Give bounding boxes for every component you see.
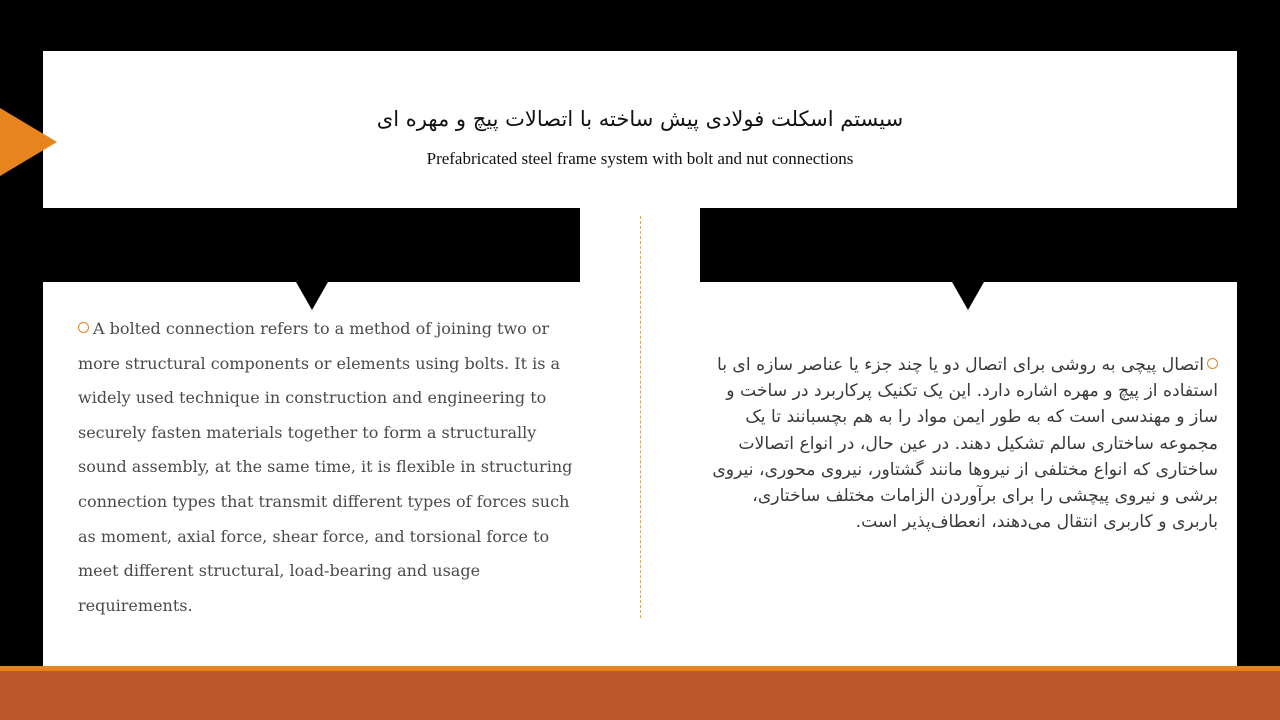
right-callout-pointer [952, 282, 984, 310]
title-english: Prefabricated steel frame system with bolt and nut connections [426, 149, 854, 168]
persian-paragraph [712, 352, 1218, 535]
title-persian: سیستم اسکلت فولادی پیش ساخته با اتصالات پیچ و مهره ای [376, 107, 904, 131]
english-paragraph [78, 312, 578, 623]
footer-bar [0, 671, 1280, 720]
persian-paragraph-text: اتصال پیچی به روشی برای اتصال دو یا چند جزء یا عناصر سازه ای با استفاده از پیچ و مهره اشاره دارد. این یک تکنیک پرکاربرد در ساخت و ساز و مهندسی است که به طور ایمن مواد را به هم بچسبانند تا یک مجموعه ساختاری سالم تشکیل دهند. در عین حال، در انواع اتصالات ساختاری که انواع مختلفی از نیروها مانند گشتاور، نیروی محوری، نیروی برشی و نیروی پیچشی را برای برآوردن الزامات مختلف ساختاری، باربری و کاربری انتقال می‌دهند، انعطاف‌پذیر است. [712, 355, 1218, 533]
column-divider [640, 216, 641, 618]
bullet-circle-icon [1207, 358, 1218, 369]
play-arrow-icon [0, 108, 57, 176]
title-card [43, 51, 1237, 208]
left-callout-pointer [296, 282, 328, 310]
bullet-circle-icon [78, 322, 89, 333]
english-paragraph-text: A bolted connection refers to a method of joining two or more structural components or elements using bolts. It is a widely used technique in construction and engineering to securely fasten materials together to form a structurally sound assembly, at the same time, it is flexible in structuring connection types that transmit different types of forces such as moment, axial force, shear force, and torsional force to meet different structural, load-bearing and usage requirements. [78, 319, 573, 615]
